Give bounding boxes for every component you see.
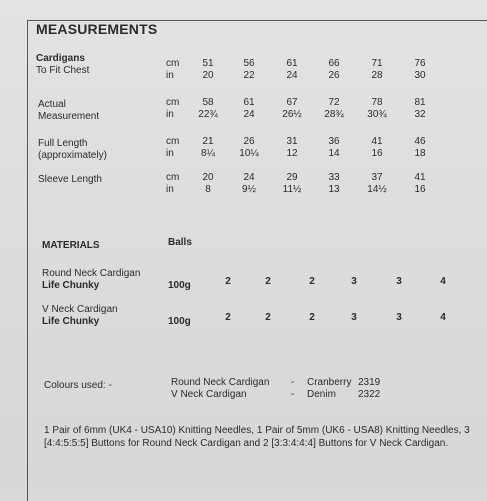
ball-count: 3 xyxy=(396,276,402,287)
ball-count: 2 xyxy=(309,312,315,323)
to-fit-chest-label: To Fit Chest xyxy=(36,65,90,76)
colour-code-1: 2319 xyxy=(358,377,381,388)
size-value-in: 24 xyxy=(243,109,255,120)
size-value-in: 22 xyxy=(243,70,255,81)
unit-label: in xyxy=(166,184,174,195)
size-value-in: 28 xyxy=(371,70,383,81)
colour-code-2: 2322 xyxy=(358,389,381,400)
size-value-cm: 37 xyxy=(371,172,383,183)
size-value-in: 26 xyxy=(328,70,340,81)
size-value-cm: 21 xyxy=(202,136,214,147)
size-value-in: 30¾ xyxy=(367,109,387,120)
size-value-cm: 51 xyxy=(202,58,214,69)
measurements-heading: MEASUREMENTS xyxy=(36,21,158,37)
size-value-in: 13 xyxy=(328,184,340,195)
material-yarn: Life Chunky xyxy=(42,316,100,327)
colour-name-2: Denim xyxy=(307,389,336,400)
colour-dash-2: - xyxy=(291,389,295,400)
balls-heading: Balls xyxy=(168,237,192,248)
size-value-cm: 76 xyxy=(414,58,426,69)
material-weight: 100g xyxy=(168,280,191,291)
unit-label: cm xyxy=(166,172,180,183)
size-value-in: 10¼ xyxy=(239,148,259,159)
size-value-cm: 61 xyxy=(243,97,255,108)
size-value-in: 16 xyxy=(414,184,426,195)
size-value-in: 22¾ xyxy=(198,109,218,120)
unit-label: cm xyxy=(166,97,180,108)
row-label: Actual xyxy=(38,99,66,110)
size-value-cm: 31 xyxy=(286,136,298,147)
size-value-in: 14½ xyxy=(367,184,387,195)
size-value-cm: 56 xyxy=(243,58,255,69)
ball-count: 3 xyxy=(351,276,357,287)
unit-label: cm xyxy=(166,58,180,69)
ball-count: 3 xyxy=(351,312,357,323)
colour-style-2: V Neck Cardigan xyxy=(171,389,247,400)
material-yarn: Life Chunky xyxy=(42,280,100,291)
size-value-cm: 41 xyxy=(371,136,383,147)
size-value-cm: 72 xyxy=(328,97,340,108)
ball-count: 4 xyxy=(440,276,446,287)
size-value-in: 9½ xyxy=(242,184,256,195)
size-value-in: 11½ xyxy=(282,184,302,195)
size-value-in: 14 xyxy=(328,148,340,159)
size-value-cm: 36 xyxy=(328,136,340,147)
size-value-in: 30 xyxy=(414,70,426,81)
size-value-in: 18 xyxy=(414,148,426,159)
size-value-cm: 67 xyxy=(286,97,298,108)
colour-dash-1: - xyxy=(291,377,295,388)
colour-name-1: Cranberry xyxy=(307,377,352,388)
size-value-in: 26½ xyxy=(282,109,302,120)
needles-buttons-note: 1 Pair of 6mm (UK4 - USA10) Knitting Needles, 1 Pair of 5mm (UK6 - USA8) Knitting Needles, 3 [4:4:5:5:5] Buttons for Round Neck Cardigan and 2 [3:3:4:4:4] Buttons for V Neck Cardigan. xyxy=(44,425,470,449)
row-label: Full Length xyxy=(38,138,88,149)
materials-heading: MATERIALS xyxy=(42,240,100,251)
material-name: Round Neck Cardigan xyxy=(42,268,141,279)
size-value-cm: 66 xyxy=(328,58,340,69)
row-label: Sleeve Length xyxy=(38,174,102,185)
colour-style-1: Round Neck Cardigan xyxy=(171,377,270,388)
size-value-cm: 33 xyxy=(328,172,340,183)
size-value-cm: 20 xyxy=(202,172,214,183)
size-value-cm: 61 xyxy=(286,58,298,69)
ball-count: 3 xyxy=(396,312,402,323)
colours-label: Colours used: - xyxy=(44,380,112,391)
ball-count: 2 xyxy=(265,276,271,287)
ball-count: 2 xyxy=(225,276,231,287)
unit-label: cm xyxy=(166,136,180,147)
material-name: V Neck Cardigan xyxy=(42,304,118,315)
size-value-cm: 26 xyxy=(243,136,255,147)
unit-label: in xyxy=(166,109,174,120)
size-value-in: 8¼ xyxy=(201,148,215,159)
size-value-cm: 24 xyxy=(243,172,255,183)
size-value-cm: 81 xyxy=(414,97,426,108)
size-value-in: 32 xyxy=(414,109,426,120)
cardigans-label: Cardigans xyxy=(36,53,85,64)
size-value-in: 16 xyxy=(371,148,383,159)
size-value-in: 24 xyxy=(286,70,298,81)
ball-count: 2 xyxy=(309,276,315,287)
material-weight: 100g xyxy=(168,316,191,327)
row-sublabel: (approximately) xyxy=(38,150,107,161)
size-value-cm: 29 xyxy=(286,172,298,183)
size-value-cm: 41 xyxy=(414,172,426,183)
size-value-cm: 71 xyxy=(371,58,383,69)
unit-label: in xyxy=(166,148,174,159)
size-value-cm: 58 xyxy=(202,97,214,108)
unit-label: in xyxy=(166,70,174,81)
ball-count: 2 xyxy=(265,312,271,323)
size-value-in: 20 xyxy=(202,70,214,81)
size-value-in: 28¾ xyxy=(324,109,344,120)
ball-count: 4 xyxy=(440,312,446,323)
ball-count: 2 xyxy=(225,312,231,323)
size-value-in: 8 xyxy=(205,184,211,195)
size-value-cm: 46 xyxy=(414,136,426,147)
size-value-in: 12 xyxy=(286,148,298,159)
row-sublabel: Measurement xyxy=(38,111,100,122)
size-value-cm: 78 xyxy=(371,97,383,108)
